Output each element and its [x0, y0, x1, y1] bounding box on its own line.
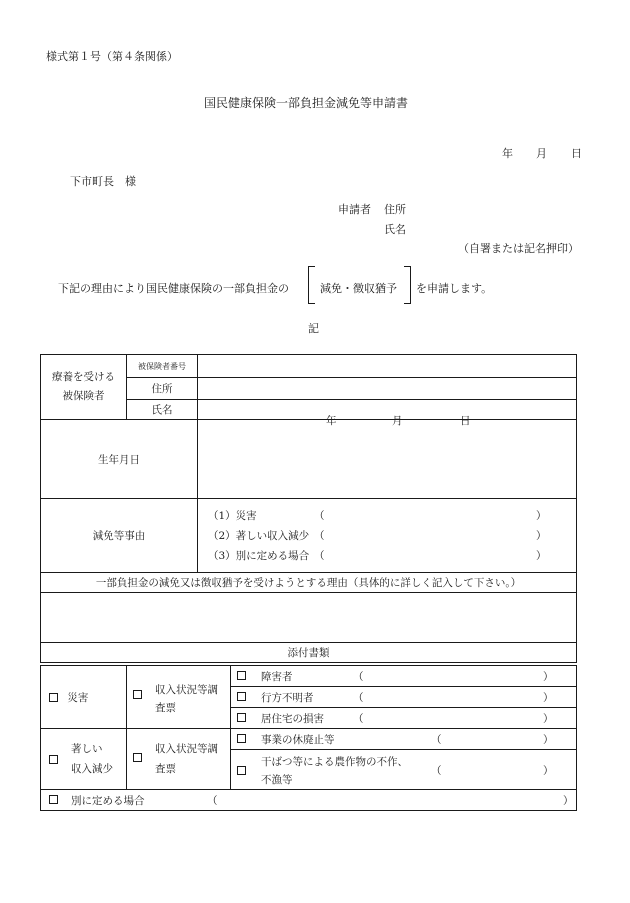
- birth-field[interactable]: [198, 415, 577, 499]
- detail-label: 一部負担金の減免又は徴収猶予を受けようとする理由（具体的に詳しく記入して下さい。）: [41, 573, 577, 593]
- other-case-row[interactable]: [41, 790, 577, 811]
- date-year: 年: [502, 147, 513, 160]
- drought-label-2: 不漁等: [261, 774, 293, 786]
- insured-number-field[interactable]: [198, 355, 577, 378]
- income-drop-label-1: 著しい: [71, 743, 103, 755]
- business-closure-row[interactable]: [231, 729, 577, 750]
- missing-row[interactable]: [231, 687, 577, 708]
- other-case-close: ）: [563, 795, 574, 807]
- reason-2-label: （2）著しい収入減少: [208, 530, 310, 542]
- bracket-right: [404, 266, 411, 304]
- birth-year: 年: [326, 415, 337, 427]
- attach-label: 添付書類: [41, 643, 577, 663]
- date-month: 月: [536, 147, 547, 160]
- insured-address-field[interactable]: [198, 378, 577, 400]
- birth-label: 生年月日: [41, 420, 198, 499]
- house-damage-close: ）: [543, 713, 554, 725]
- other-case-label: 別に定める場合: [71, 795, 145, 807]
- disabled-close: ）: [543, 671, 554, 683]
- reason-1-close: ）: [536, 510, 547, 522]
- other-case-checkbox[interactable]: [49, 795, 58, 804]
- house-damage-label: 居住宅の損害: [261, 713, 324, 725]
- income-drop-label-2: 収入減少: [71, 763, 113, 775]
- reason-1-open: （: [314, 510, 325, 522]
- income-survey-checkbox[interactable]: [133, 753, 142, 762]
- request-option: 減免・徴収猶予: [320, 282, 397, 295]
- business-closure-open: （: [431, 734, 442, 746]
- house-damage-open: （: [353, 713, 364, 725]
- insured-name-label: 氏名: [127, 400, 198, 420]
- applicant-name-label: 氏名: [384, 223, 406, 236]
- missing-open: （: [353, 692, 364, 704]
- missing-checkbox[interactable]: [237, 692, 246, 701]
- reason-2-open: （: [314, 530, 325, 542]
- business-closure-checkbox[interactable]: [237, 734, 246, 743]
- business-closure-label: 事業の休廃止等: [261, 734, 335, 746]
- reason-row-3[interactable]: [198, 546, 576, 566]
- form-title: 国民健康保険一部負担金減免等申請書: [204, 96, 409, 110]
- reason-3-close: ）: [536, 550, 547, 562]
- bracket-left: [308, 266, 315, 304]
- reason-row-1[interactable]: [198, 506, 576, 526]
- insured-label-2: 被保険者: [62, 390, 105, 402]
- drought-row[interactable]: [231, 750, 577, 790]
- drought-open: （: [431, 765, 442, 777]
- birth-day: 日: [460, 415, 471, 427]
- applicant-address-label: 住所: [384, 203, 406, 216]
- date-day: 日: [571, 147, 582, 160]
- disabled-row[interactable]: [231, 666, 577, 687]
- income-survey-cell[interactable]: [127, 729, 231, 790]
- insured-address-label: 住所: [127, 378, 198, 400]
- house-damage-row[interactable]: [231, 708, 577, 729]
- disaster-cell[interactable]: [41, 666, 127, 729]
- missing-close: ）: [543, 692, 554, 704]
- disaster-survey-label-2: 査票: [155, 702, 176, 714]
- request-suffix: を申請します。: [416, 282, 493, 295]
- reason-options: [198, 499, 577, 573]
- application-table: [40, 354, 577, 663]
- birth-month: 月: [392, 415, 403, 427]
- income-drop-cell[interactable]: [41, 729, 127, 790]
- missing-label: 行方不明者: [261, 692, 314, 704]
- insured-number-label: 被保険者番号: [127, 355, 198, 378]
- ki-marker: 記: [308, 322, 319, 335]
- insured-name-field[interactable]: [198, 400, 577, 420]
- insured-label-cell: [41, 355, 127, 420]
- disaster-survey-checkbox[interactable]: [133, 690, 142, 699]
- income-survey-label-1: 収入状況等調: [155, 743, 218, 755]
- disabled-open: （: [353, 671, 364, 683]
- disabled-checkbox[interactable]: [237, 671, 246, 680]
- income-survey-label-2: 査票: [155, 763, 176, 775]
- attachments-table: [40, 665, 577, 811]
- signature-note: （自署または記名押印）: [458, 242, 579, 255]
- reason-3-label: （3）別に定める場合: [208, 550, 310, 562]
- addressee: 下市町長 様: [70, 175, 136, 188]
- form-number: 様式第１号（第４条関係）: [46, 50, 178, 63]
- disaster-checkbox[interactable]: [49, 693, 58, 702]
- detail-field[interactable]: [41, 593, 577, 643]
- other-case-open: （: [207, 795, 218, 807]
- applicant-label: 申請者: [338, 203, 371, 216]
- reason-row-2[interactable]: [198, 526, 576, 546]
- disaster-label: 災害: [67, 691, 89, 704]
- disabled-label: 障害者: [261, 671, 293, 683]
- reason-2-close: ）: [536, 530, 547, 542]
- disaster-survey-cell[interactable]: [127, 666, 231, 729]
- insured-label-1: 療養を受ける: [52, 371, 115, 383]
- request-prefix: 下記の理由により国民健康保険の一部負担金の: [58, 282, 289, 295]
- reason-1-label: （1）災害: [208, 510, 257, 522]
- house-damage-checkbox[interactable]: [237, 713, 246, 722]
- reason-3-open: （: [314, 550, 325, 562]
- drought-close: ）: [543, 765, 554, 777]
- drought-label-1: 干ばつ等による農作物の不作、: [261, 756, 408, 768]
- income-drop-checkbox[interactable]: [49, 755, 58, 764]
- business-closure-close: ）: [543, 734, 554, 746]
- drought-checkbox[interactable]: [237, 766, 246, 775]
- reason-label: 減免等事由: [41, 499, 198, 573]
- disaster-survey-label-1: 収入状況等調: [155, 684, 218, 696]
